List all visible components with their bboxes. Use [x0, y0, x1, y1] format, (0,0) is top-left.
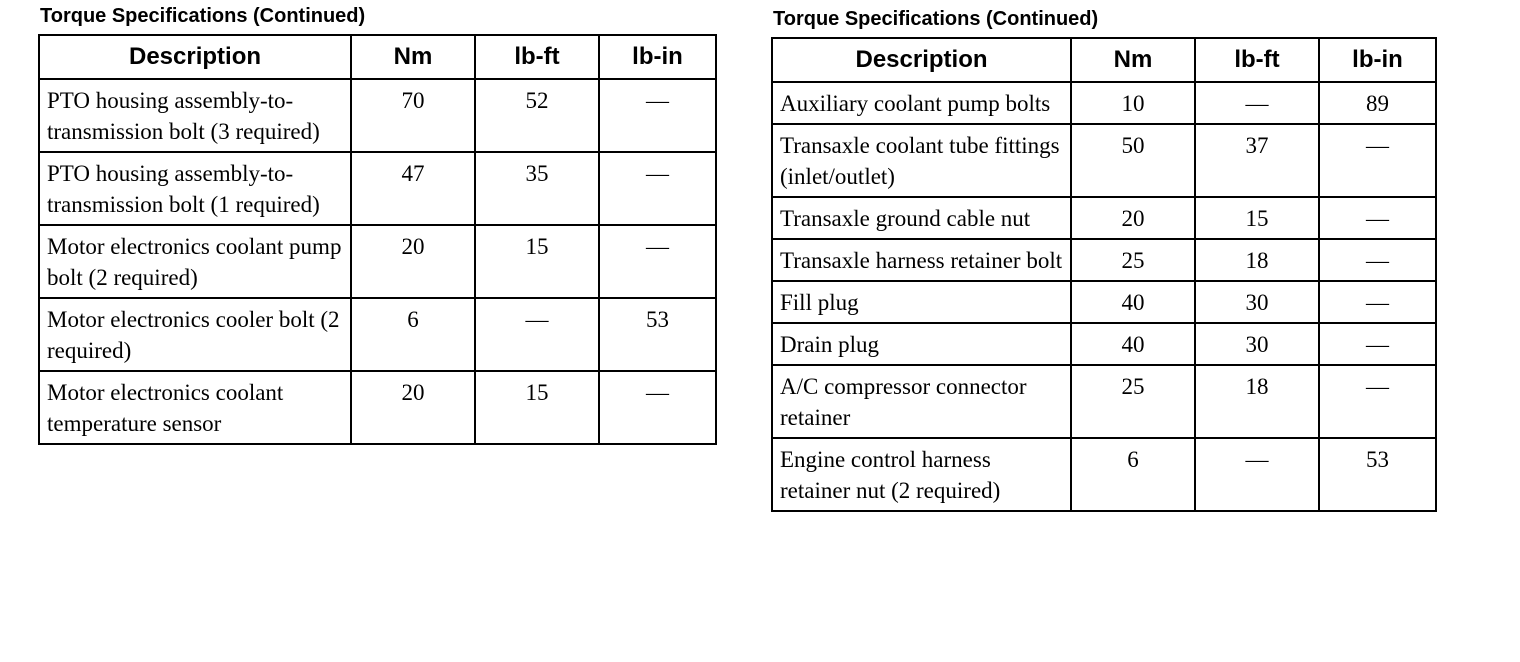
row-lbft: 18	[1195, 239, 1319, 281]
torque-table-right	[771, 37, 1437, 512]
row-lbin: —	[1319, 197, 1436, 239]
row-lbin: —	[1319, 124, 1436, 197]
row-description: Drain plug	[772, 323, 1071, 365]
right-torque-section	[771, 7, 1437, 512]
row-lbin: —	[1319, 281, 1436, 323]
row-description: Motor electronics cooler bolt (2 required)	[39, 298, 351, 371]
section-title: Torque Specifications (Continued)	[40, 5, 366, 27]
torque-table-left	[38, 34, 717, 445]
row-lbin: —	[1319, 323, 1436, 365]
section-title: Torque Specifications (Continued)	[773, 8, 1099, 30]
table-row	[39, 79, 716, 152]
row-description: Auxiliary coolant pump bolts	[772, 82, 1071, 124]
row-nm: 40	[1071, 323, 1195, 365]
row-lbin: 53	[1319, 438, 1436, 511]
row-lbft: 52	[475, 79, 599, 152]
row-lbft: 15	[475, 371, 599, 444]
row-lbft: 30	[1195, 281, 1319, 323]
header-lbft: lb-ft	[475, 35, 599, 79]
table-row	[39, 225, 716, 298]
table-row	[772, 239, 1436, 281]
left-torque-section	[38, 4, 717, 445]
row-nm: 25	[1071, 239, 1195, 281]
row-nm: 40	[1071, 281, 1195, 323]
header-lbft: lb-ft	[1195, 38, 1319, 82]
row-nm: 6	[1071, 438, 1195, 511]
table-row	[772, 197, 1436, 239]
row-lbin: —	[599, 79, 716, 152]
header-lbin: lb-in	[599, 35, 716, 79]
row-nm: 25	[1071, 365, 1195, 438]
table-row	[772, 323, 1436, 365]
row-nm: 6	[351, 298, 475, 371]
row-lbft: —	[475, 298, 599, 371]
table-header-row	[772, 38, 1436, 82]
table-row	[772, 124, 1436, 197]
row-nm: 20	[351, 371, 475, 444]
row-description: Transaxle harness retainer bolt	[772, 239, 1071, 281]
row-lbin: —	[599, 371, 716, 444]
row-nm: 70	[351, 79, 475, 152]
row-description: Motor electronics coolant pump bolt (2 required)	[39, 225, 351, 298]
header-lbin: lb-in	[1319, 38, 1436, 82]
table-row	[39, 298, 716, 371]
table-header-row	[39, 35, 716, 79]
header-description: Description	[39, 35, 351, 79]
table-row	[772, 82, 1436, 124]
header-nm: Nm	[351, 35, 475, 79]
table-row	[772, 438, 1436, 511]
row-lbin: —	[1319, 365, 1436, 438]
row-lbft: 18	[1195, 365, 1319, 438]
row-nm: 50	[1071, 124, 1195, 197]
row-lbft: 15	[1195, 197, 1319, 239]
row-lbin: 53	[599, 298, 716, 371]
row-nm: 10	[1071, 82, 1195, 124]
row-description: Motor electronics coolant temperature sensor	[39, 371, 351, 444]
row-nm: 20	[1071, 197, 1195, 239]
row-lbin: —	[599, 225, 716, 298]
row-lbin: 89	[1319, 82, 1436, 124]
table-row	[772, 281, 1436, 323]
row-description: Engine control harness retainer nut (2 required)	[772, 438, 1071, 511]
row-description: PTO housing assembly-to-transmission bolt (1 required)	[39, 152, 351, 225]
header-description: Description	[772, 38, 1071, 82]
row-lbft: —	[1195, 438, 1319, 511]
row-nm: 20	[351, 225, 475, 298]
row-description: PTO housing assembly-to-transmission bolt (3 required)	[39, 79, 351, 152]
row-description: Transaxle ground cable nut	[772, 197, 1071, 239]
row-lbft: 30	[1195, 323, 1319, 365]
row-lbft: 35	[475, 152, 599, 225]
header-nm: Nm	[1071, 38, 1195, 82]
row-lbin: —	[599, 152, 716, 225]
row-lbft: 15	[475, 225, 599, 298]
row-lbin: —	[1319, 239, 1436, 281]
table-row	[39, 371, 716, 444]
row-lbft: 37	[1195, 124, 1319, 197]
row-description: Transaxle coolant tube fittings (inlet/outlet)	[772, 124, 1071, 197]
row-lbft: —	[1195, 82, 1319, 124]
row-description: Fill plug	[772, 281, 1071, 323]
row-nm: 47	[351, 152, 475, 225]
table-row	[39, 152, 716, 225]
table-row	[772, 365, 1436, 438]
row-description: A/C compressor connector retainer	[772, 365, 1071, 438]
